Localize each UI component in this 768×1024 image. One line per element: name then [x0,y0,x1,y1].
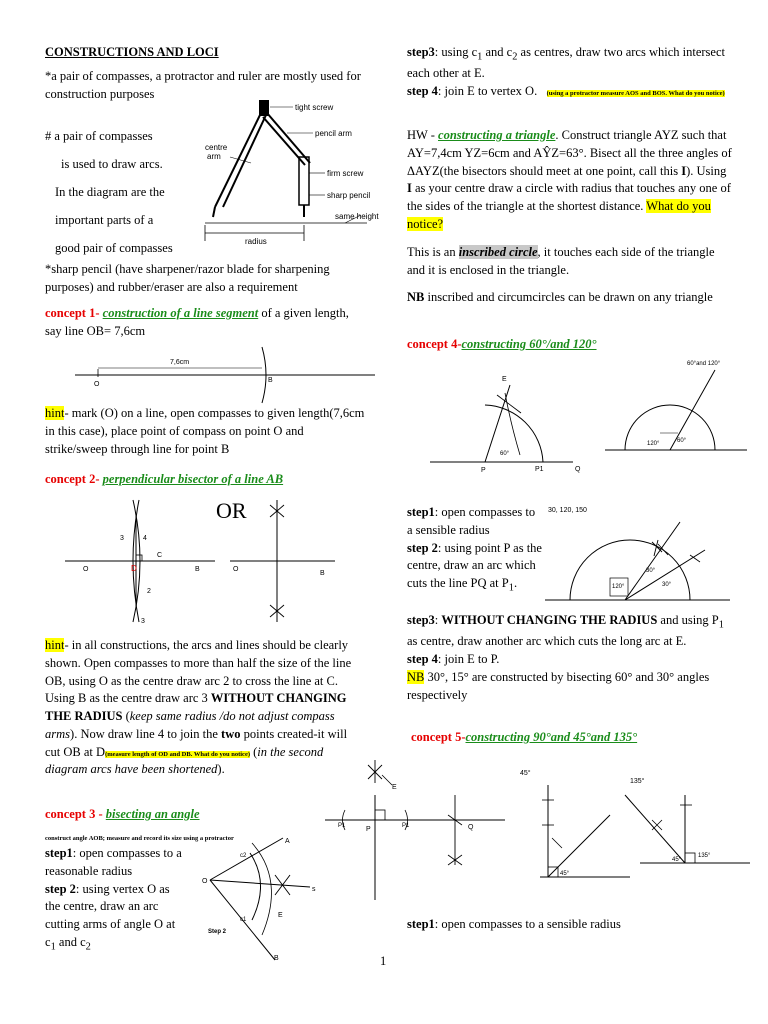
c3-step2-bold: step 2 [45,881,76,896]
c4-point-p: P [481,467,486,474]
c4b-120: 120° [612,584,625,590]
c4-step1-bold: step1 [407,505,435,519]
r-step3-rest: as centres, draw two arcs which intersect each other at E. [407,45,725,81]
compass-text [45,122,173,262]
sixty-degree-figure [425,355,755,475]
concept-1-label: concept 1 [45,306,96,320]
ninety-degree-figure [320,755,760,905]
c4-step3-colon: : [434,613,442,627]
compass-diagram [175,95,379,255]
hint-2-part-b: . Now draw line 4 to join the [74,726,222,741]
r-step4-bold: step 4 [407,84,438,99]
page-title: CONSTRUCTIONS AND LOCI [45,45,219,59]
c5-point-q: Q [468,824,474,831]
concept-3-label: concept 3 [45,807,96,821]
nb-block [407,289,732,307]
c5-title-135: 135° [630,778,645,785]
c3-and: and c [55,934,86,949]
c4-fig-120: 120° [647,441,660,447]
concept-4-steps: step1: open compasses to a sensible radius step 2: using point P as the centre, draw an arc which cuts the line PQ at $P_1$. [407,505,542,594]
hint-2-paren: keep same radius /do not adjust compass arms [45,709,335,741]
r-step3-bold: step3 [407,45,435,59]
c2-point-o2: O [233,566,239,573]
c5-angle-135: 135° [698,853,711,859]
c4-step4-text: : join E to P. [437,652,500,667]
c4-step3-caps: WITHOUT CHANGING THE RADIUS [441,613,658,627]
compass-line-4: important parts of a [55,213,154,227]
concept-5-label: concept 5- [411,730,466,744]
hint-1-word: hint [45,406,65,420]
c2-arc-4: 4 [143,535,147,542]
c3-point-s: s [312,886,316,893]
c2-point-o: O [83,566,89,573]
concept-1-heading: concept 1- construction of a line segment of a given length, say line OB= 7,6cm [45,306,349,338]
concept-5-heading [411,729,736,747]
label-radius: radius [245,237,267,246]
concept-3-steps: step1: open compasses to a reasonable radius step 2: using vertex O as the centre, draw an arc cutting arms of angle O at $c_1$ and $c_2$ [45,846,182,953]
c3-point-c2: c2 [240,853,247,859]
c3-step1-text: : open compasses to a reasonable radius [45,846,182,878]
label-centre: centre [205,143,228,152]
c5-point-p1-left: P1 [338,823,346,829]
c5-point-p1-right: P1 [402,823,410,829]
hw-text-c: as your centre draw a circle with radius that touches any one of the sides of the triangle at the shortest distance. [407,181,731,213]
inscribed-word: inscribed circle [458,245,538,259]
c5-angle-45b: 45° [672,857,682,863]
c5-step1-bold: step1 [407,917,435,931]
hw-title: constructing a triangle [438,128,556,142]
c1-point-b: B [268,377,273,384]
c3-step-label: Step 2 [208,929,227,935]
r-step3-text: : using c [434,45,478,59]
hint-2-part-c: points created-it will cut OB at D [45,726,348,759]
label-sharp-pencil: sharp pencil [327,191,371,200]
label-pencil-arm: pencil arm [315,129,352,138]
hw-i: I [681,163,687,178]
concept-1-rest: of a given length, say line OB= 7,6cm [45,306,349,338]
c2-arc-3b: 3 [141,618,145,625]
c4-step3-text: and using P [657,613,719,627]
c4-fig-60: 60° [677,438,687,444]
page-number: 1 [380,954,387,968]
hw-text-a: . Construct triangle AYZ such that AY=7,4cm YZ=6cm and AŶZ=63°. Bisect all the three angles of ΔAYZ(the bisectors should meet at one point, call this [407,128,732,178]
c3-point-b: B [274,955,279,962]
c2-point-d: D [131,564,137,573]
c2-point-c: C [157,552,163,559]
c5-title-45: 45° [520,770,531,777]
hw-i-2: I [407,181,412,196]
c4-point-q: Q [575,466,581,473]
r-step4-small: (using a protractor measure AOS and BOS. What do you notice) [546,90,725,98]
c4b-30b: 30° [662,582,672,588]
hint-2-italic: in the second diagram arcs have been shortened [45,744,324,777]
c4-step2-text: : using point P as the centre, draw an arc which cuts the line PQ at P [407,540,542,590]
compass-line-5: good pair of compasses [55,241,173,255]
hint-2-bold: WITHOUT CHANGING THE RADIUS [45,691,347,723]
c3-step2-text: : using vertex O as the centre, draw an arc cutting arms of angle O at c [45,881,176,949]
c4-point-e: E [502,376,507,383]
thirty-degree-figure [540,500,740,610]
c4b-30: 30° [646,568,656,574]
c4-step3-rest: as centre, draw another arc which cuts the long arc at E. [407,634,687,649]
inscribed-b: , it touches each side of the triangle and it is enclosed in the triangle. [407,245,715,277]
c2-point-b: B [195,566,200,573]
line-segment-figure [70,345,380,405]
concept-2-title: perpendicular bisector of a line AB [102,472,284,486]
c3-point-o: O [202,878,208,885]
c3-point-a: A [285,838,290,845]
c4-nb: NB [407,669,425,684]
hint-2-part-a: - in all constructions, the arcs and lines should be clearly shown. Open compasses to more than half the size of the line OB, using O as the centre draw arc 2 to cross the line at C. Using B as the centre draw arc 3 [45,638,352,706]
c5-point-e: E [392,784,397,791]
concept-3-subtitle: construct angle AOB; measure and record its size using a protractor [45,835,234,842]
concept-4-label: concept 4- [407,337,462,351]
hint-2-two: two [221,726,241,741]
concept-4-steps-cont: step3: WITHOUT CHANGING THE RADIUS and using $P_1$ as centre, draw another arc which cuts the long arc at E. step 4: join E to P. NB 30°, 15° are constructed by bisecting 60° and 30° angles respectively [407,613,724,702]
r-step3-and: and c [482,45,513,59]
label-tight-screw: tight screw [295,103,334,112]
compass-line-3: In the diagram are the [55,185,165,199]
hint-1-text: - mark (O) on a line, open compasses to given length(7,6cm in this case), place point of compass on point O and strike/sweep through line for point B [45,406,365,456]
c4-step2-bold: step 2 [407,540,438,555]
nb-bold: NB [407,290,425,304]
concept-5-step1 [407,916,732,934]
homework-block [407,127,732,234]
compass-line-2: is used to draw arcs. [61,157,163,171]
angle-bisect-figure [190,835,330,965]
right-column-top: step3: using $c_1$ and $c_2$ as centres, draw two arcs which intersect each other at E. step 4: join E to vertex O. (using a protractor measure AOS and BOS. What do you notice) [407,45,725,99]
hint-2: hint- in all constructions, the arcs and lines should be clearly shown. Open compasses to more than half the size of the line OB, using O as the centre draw arc 2 to cross the line at C. Using B as the centre draw arc 3 WITHOUT CHANGING THE RADIUS (keep same radius /do not adjust compass arms). Now draw line 4 to join the two points created-it will cut OB at D(measure length of OD and DB. What do you notice) (in the second diagram arcs have been shortened). [45,638,352,777]
c3-point-e: E [278,912,283,919]
concept-2-heading: concept 2- perpendicular bisector of a line AB [45,472,284,486]
sharp-pencil-text: *sharp pencil (have sharpener/razor blade for sharpening purposes) and rubber/eraser are also a requirement [45,262,330,294]
hint-2-small: (measure length of OD and DB. What do you notice) [105,750,250,758]
concept-1-title: construction of a line segment [102,306,259,320]
compass-line-1: # a pair of compasses [45,129,153,143]
hw-label: HW - [407,128,439,142]
hw-text-b: ). Using [686,163,727,178]
c4-step3-bold: step3 [407,613,435,627]
c2-arc-3: 3 [120,535,124,542]
c2-arc-2: 2 [147,588,151,595]
c4-step1-text: : open compasses to a sensible radius [407,505,536,537]
c4b-caption: 30, 120, 150 [548,507,587,514]
c1-point-o: O [94,381,100,388]
label-firm-screw: firm screw [327,169,364,178]
c5-angle-45: 45° [560,871,570,877]
c4-deg-60: 60° [500,451,510,457]
r-step4-text: : join E to vertex O. [437,84,538,99]
c3-point-c1: c1 [240,917,247,923]
inscribed-a: This is an [407,245,459,259]
inscribed-block [407,244,732,280]
concept-3-title: bisecting an angle [105,807,200,821]
label-arm: arm [207,152,221,161]
c2-point-b2: B [320,570,325,577]
hw-question: What do you notice? [407,199,711,231]
concept-2-label: concept 2 [45,472,96,486]
c5-step1-text: : open compasses to a sensible radius [434,917,621,931]
concept-4-heading [407,336,732,354]
c4-fig-caption: 60°and 120° [687,361,721,367]
concept-3-heading: concept 3 - bisecting an angle [45,807,200,821]
label-same-height: same height [335,212,379,221]
c4-step4-bold: step 4 [407,652,438,667]
nb-text: inscribed and circumcircles can be drawn on any triangle [424,290,713,304]
hint-1 [45,405,365,458]
c5-point-p: P [366,826,371,833]
c3-step1-bold: step1 [45,846,73,860]
or-label: OR [216,498,247,523]
concept-5-title: constructing 90°and 45°and 135° [465,730,638,744]
concept-4-title: constructing 60°/and 120° [461,337,597,351]
c4-nb-text: 30°, 15° are constructed by bisecting 60° and 30° angles respectively [407,669,710,702]
intro-text: *a pair of compasses, a protractor and ruler are mostly used for construction purposes [45,68,361,101]
hint-2-word: hint [45,638,65,652]
c1-length-label: 7,6cm [170,359,190,366]
c4-point-p1: P1 [535,466,544,473]
